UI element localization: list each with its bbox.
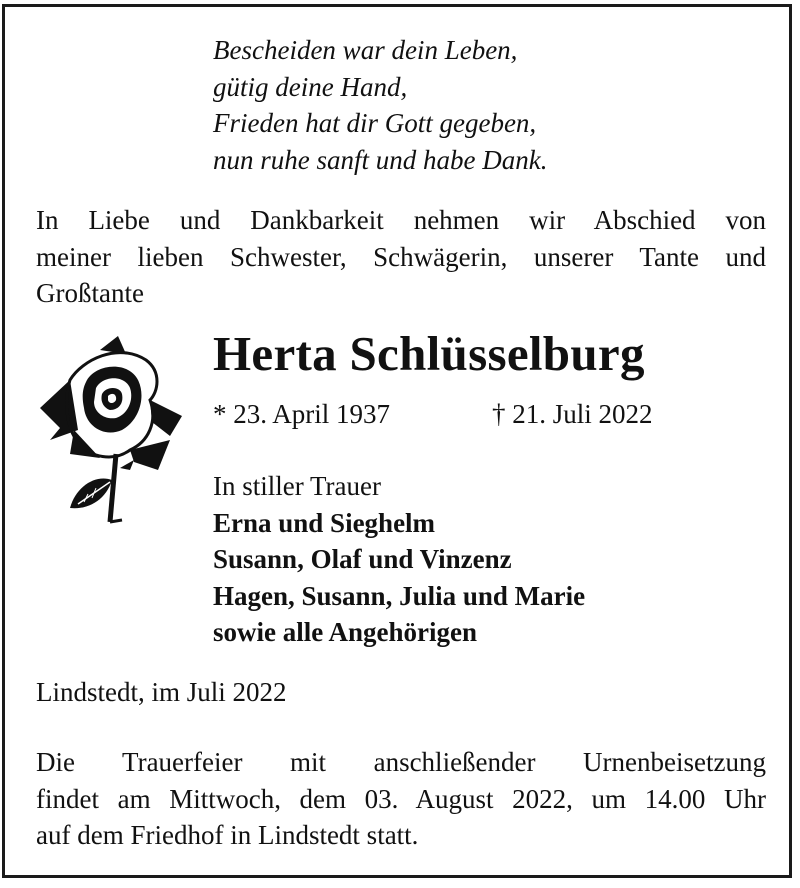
- poem-line: gütig deine Hand,: [213, 71, 408, 102]
- intro-line: Großtante: [36, 278, 144, 308]
- service-line: Die Trauerfeier mit anschließender Urnenbeisetzung: [36, 747, 766, 777]
- birth-date: * 23. April 1937: [213, 399, 391, 429]
- mourner-line: Susann, Olaf und Vinzenz: [213, 544, 512, 574]
- intro-line: In Liebe und Dankbarkeit nehmen wir Abschied von: [36, 205, 766, 235]
- poem-line: Bescheiden war dein Leben,: [213, 35, 518, 65]
- intro-text: [36, 202, 766, 312]
- service-line: auf dem Friedhof in Lindstedt statt.: [36, 820, 419, 850]
- mourning-lead: In stiller Trauer: [213, 471, 381, 501]
- death-date: † 21. Juli 2022: [492, 399, 653, 429]
- place-date: Lindstedt, im Juli 2022: [36, 677, 287, 707]
- mourner-line: Hagen, Susann, Julia und Marie: [213, 580, 586, 611]
- service-info: [36, 744, 766, 854]
- rose-icon: [30, 330, 190, 530]
- mourners-block: [213, 468, 585, 651]
- poem-line: nun ruhe sanft und habe Dank.: [213, 144, 548, 175]
- poem-line: Frieden hat dir Gott gegeben,: [213, 108, 537, 138]
- poem: [213, 32, 547, 178]
- mourner-line: Erna und Sieghelm: [213, 507, 436, 538]
- intro-line: meiner lieben Schwester, Schwägerin, unserer Tante und: [36, 241, 766, 272]
- deceased-name: Herta Schlüsselburg: [213, 326, 645, 381]
- service-line: findet am Mittwoch, dem 03. August 2022, um 14.00 Uhr: [36, 783, 766, 814]
- mourner-line: sowie alle Angehörigen: [213, 617, 477, 647]
